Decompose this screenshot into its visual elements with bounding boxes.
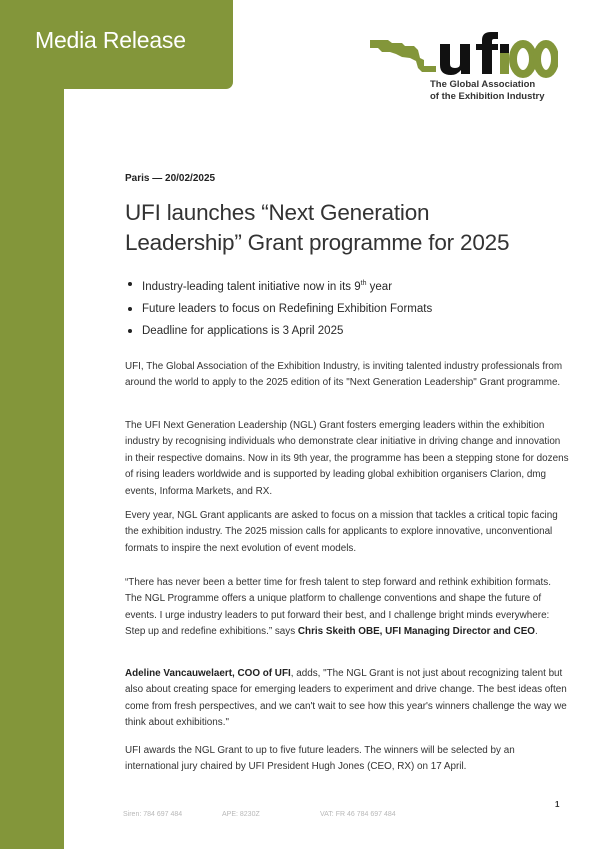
footer-ape: APE: 8230Z bbox=[222, 811, 260, 818]
logo-tagline-line1: The Global Association bbox=[430, 79, 536, 90]
footer-vat: VAT: FR 46 784 697 484 bbox=[320, 811, 396, 818]
key-points-list bbox=[125, 273, 565, 342]
key-point: Industry-leading talent initiative now in its 9th year bbox=[125, 273, 565, 298]
dateline: Paris — 20/02/2025 bbox=[125, 173, 216, 184]
key-point: Deadline for applications is 3 April 2025 bbox=[125, 320, 565, 342]
logo-tagline bbox=[430, 79, 545, 103]
paragraph-about-grant: The UFI Next Generation Leadership (NGL) Grant fosters emerging leaders within the exhibition industry by recognising individuals who demonstrate clear initiative in driving change and innovation in their respective domains. Now in its 9th year, the programme has been a stepping stone for dozens of rising leaders worldwide and is supported by leading global exhibition organisers Clarion, dmg events, Informa Markets, and RX. bbox=[125, 420, 569, 497]
ceo-name: Chris Skeith OBE, UFI Managing Director and CEO bbox=[297, 626, 535, 638]
headline bbox=[125, 198, 565, 258]
footer-siren: Siren: 784 697 484 bbox=[123, 811, 183, 818]
media-release-label: Media Release bbox=[35, 27, 186, 53]
paragraph-mission: Every year, NGL Grant applicants are asked to focus on a mission that tackles a critical topic facing the exhibition industry. The 2025 mission calls for applicants to explore innovative, unconventional formats to inspire the next evolution of event models. bbox=[125, 510, 558, 554]
brand-sidebar-band bbox=[0, 0, 64, 849]
coo-name: Adeline Vancauwelaert, COO of UFI bbox=[125, 668, 291, 679]
paragraph-coo-quote: Adeline Vancauwelaert, COO of UFI, adds, "The NGL Grant is not just about recognizing talent but also about creating space for emerging leaders to experiment and drive change. The best ideas often come from fresh perspectives, and we can't wait to see how this year's winners challenge the way we think about exhibitions." bbox=[125, 668, 567, 729]
paragraph-ceo-quote: “There has never been a better time for fresh talent to step forward and rethink exhibition formats. The NGL Programme offers a unique platform to challenge conventions and shape the future of events. I urge industry leaders to put forward their best, and I challenge bright minds everywhere: Step up and redefine exhibitions.” says Chris Skeith OBE, UFI Managing Director and CEO. bbox=[125, 577, 551, 638]
headline-line1: UFI launches “Next Generation bbox=[125, 200, 430, 225]
bullet-icon bbox=[128, 282, 132, 286]
bullet-icon bbox=[128, 307, 132, 311]
bullet-icon bbox=[128, 329, 132, 333]
page-number: 1 bbox=[555, 800, 560, 809]
logo-tagline-line2: of the Exhibition Industry bbox=[430, 91, 545, 102]
paragraph-awards: UFI awards the NGL Grant to up to five future leaders. The winners will be selected by an international jury chaired by UFI President Hugh Jones (CEO, RX) on 17 April. bbox=[125, 745, 515, 773]
key-point: Future leaders to focus on Redefining Exhibition Formats bbox=[125, 298, 565, 320]
ufi-logo-mark-icon bbox=[368, 28, 558, 78]
headline-line2: Leadership” Grant programme for 2025 bbox=[125, 230, 510, 255]
paragraph-intro: UFI, The Global Association of the Exhibition Industry, is inviting talented industry professionals from around the world to apply to the 2025 edition of its "Next Generation Leadership" Grant programme. bbox=[125, 361, 563, 389]
